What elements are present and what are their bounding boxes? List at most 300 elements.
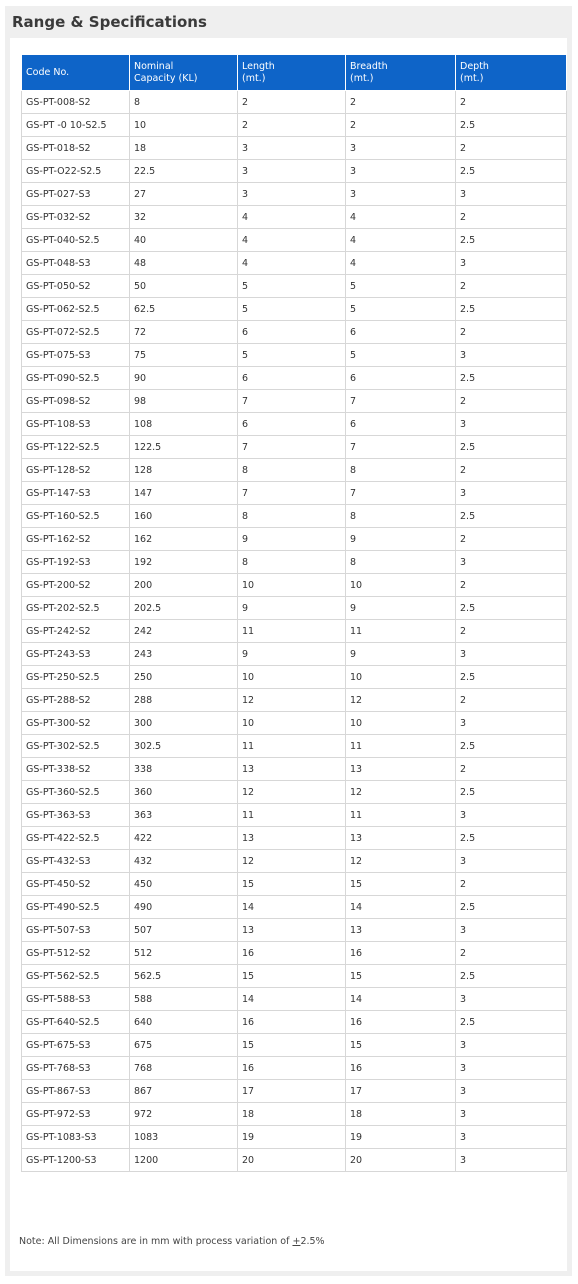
panel-body bbox=[10, 38, 567, 1271]
cell-breadth: 2 bbox=[346, 91, 456, 114]
cell-length: 9 bbox=[238, 643, 346, 666]
cell-depth: 2.5 bbox=[456, 436, 567, 459]
table-row bbox=[22, 597, 567, 620]
table-row bbox=[22, 919, 567, 942]
cell-capacity: 10 bbox=[130, 114, 238, 137]
cell-breadth: 6 bbox=[346, 367, 456, 390]
cell-length: 4 bbox=[238, 206, 346, 229]
table-row bbox=[22, 206, 567, 229]
cell-code-no: GS-PT-507-S3 bbox=[22, 919, 130, 942]
cell-breadth: 17 bbox=[346, 1080, 456, 1103]
header-nominal-capacity bbox=[130, 55, 238, 91]
cell-length: 6 bbox=[238, 367, 346, 390]
cell-depth: 2.5 bbox=[456, 367, 567, 390]
cell-length: 12 bbox=[238, 850, 346, 873]
cell-capacity: 250 bbox=[130, 666, 238, 689]
cell-depth: 3 bbox=[456, 850, 567, 873]
cell-code-no: GS-PT-1083-S3 bbox=[22, 1126, 130, 1149]
cell-depth: 2.5 bbox=[456, 781, 567, 804]
header-length bbox=[238, 55, 346, 91]
cell-code-no: GS-PT-075-S3 bbox=[22, 344, 130, 367]
cell-code-no: GS-PT-450-S2 bbox=[22, 873, 130, 896]
cell-capacity: 490 bbox=[130, 896, 238, 919]
cell-capacity: 90 bbox=[130, 367, 238, 390]
table-row bbox=[22, 528, 567, 551]
cell-length: 2 bbox=[238, 114, 346, 137]
cell-code-no: GS-PT-192-S3 bbox=[22, 551, 130, 574]
cell-capacity: 302.5 bbox=[130, 735, 238, 758]
cell-length: 13 bbox=[238, 758, 346, 781]
cell-length: 19 bbox=[238, 1126, 346, 1149]
cell-length: 12 bbox=[238, 781, 346, 804]
cell-depth: 2 bbox=[456, 873, 567, 896]
table-row bbox=[22, 252, 567, 275]
cell-breadth: 5 bbox=[346, 275, 456, 298]
cell-code-no: GS-PT-090-S2.5 bbox=[22, 367, 130, 390]
cell-capacity: 768 bbox=[130, 1057, 238, 1080]
table-row bbox=[22, 689, 567, 712]
table-row bbox=[22, 1126, 567, 1149]
cell-breadth: 9 bbox=[346, 643, 456, 666]
table-row bbox=[22, 505, 567, 528]
cell-breadth: 16 bbox=[346, 1011, 456, 1034]
header-depth-line1: Depth bbox=[460, 60, 489, 72]
table-row bbox=[22, 1149, 567, 1172]
cell-capacity: 1083 bbox=[130, 1126, 238, 1149]
cell-code-no: GS-PT-162-S2 bbox=[22, 528, 130, 551]
cell-capacity: 128 bbox=[130, 459, 238, 482]
table-row bbox=[22, 942, 567, 965]
cell-depth: 2 bbox=[456, 528, 567, 551]
cell-depth: 2.5 bbox=[456, 229, 567, 252]
cell-depth: 3 bbox=[456, 344, 567, 367]
cell-capacity: 75 bbox=[130, 344, 238, 367]
table-row bbox=[22, 91, 567, 114]
cell-breadth: 4 bbox=[346, 206, 456, 229]
header-length-line1: Length bbox=[242, 60, 275, 72]
cell-breadth: 3 bbox=[346, 137, 456, 160]
table-row bbox=[22, 873, 567, 896]
cell-capacity: 338 bbox=[130, 758, 238, 781]
table-row bbox=[22, 735, 567, 758]
cell-length: 10 bbox=[238, 574, 346, 597]
cell-breadth: 11 bbox=[346, 620, 456, 643]
cell-breadth: 7 bbox=[346, 482, 456, 505]
header-capacity-line1: Nominal bbox=[134, 60, 174, 72]
cell-depth: 2 bbox=[456, 620, 567, 643]
cell-depth: 2.5 bbox=[456, 896, 567, 919]
cell-code-no: GS-PT-242-S2 bbox=[22, 620, 130, 643]
cell-capacity: 200 bbox=[130, 574, 238, 597]
table-row bbox=[22, 436, 567, 459]
cell-breadth: 12 bbox=[346, 850, 456, 873]
table-row bbox=[22, 298, 567, 321]
header-length-line2: (mt.) bbox=[242, 72, 266, 84]
cell-breadth: 4 bbox=[346, 229, 456, 252]
cell-length: 14 bbox=[238, 896, 346, 919]
cell-length: 18 bbox=[238, 1103, 346, 1126]
cell-length: 9 bbox=[238, 528, 346, 551]
cell-code-no: GS-PT-027-S3 bbox=[22, 183, 130, 206]
cell-capacity: 242 bbox=[130, 620, 238, 643]
cell-length: 4 bbox=[238, 252, 346, 275]
cell-code-no: GS-PT-512-S2 bbox=[22, 942, 130, 965]
cell-code-no: GS-PT-072-S2.5 bbox=[22, 321, 130, 344]
table-row bbox=[22, 712, 567, 735]
table-row bbox=[22, 781, 567, 804]
cell-depth: 2 bbox=[456, 321, 567, 344]
header-code-no-label: Code No. bbox=[26, 66, 70, 78]
cell-capacity: 288 bbox=[130, 689, 238, 712]
cell-code-no: GS-PT-300-S2 bbox=[22, 712, 130, 735]
note-plus-minus: + bbox=[292, 1236, 301, 1247]
cell-length: 3 bbox=[238, 137, 346, 160]
table-row bbox=[22, 620, 567, 643]
cell-capacity: 8 bbox=[130, 91, 238, 114]
cell-code-no: GS-PT-098-S2 bbox=[22, 390, 130, 413]
cell-length: 2 bbox=[238, 91, 346, 114]
table-row bbox=[22, 390, 567, 413]
cell-depth: 2.5 bbox=[456, 597, 567, 620]
table-row bbox=[22, 574, 567, 597]
table-row bbox=[22, 1011, 567, 1034]
note-text: Note: All Dimensions are in mm with process variation of bbox=[19, 1236, 293, 1247]
cell-depth: 3 bbox=[456, 1126, 567, 1149]
cell-depth: 2.5 bbox=[456, 505, 567, 528]
cell-code-no: GS-PT-288-S2 bbox=[22, 689, 130, 712]
header-breadth-line1: Breadth bbox=[350, 60, 388, 72]
cell-capacity: 192 bbox=[130, 551, 238, 574]
table-row bbox=[22, 137, 567, 160]
cell-depth: 2 bbox=[456, 137, 567, 160]
cell-breadth: 2 bbox=[346, 114, 456, 137]
cell-length: 14 bbox=[238, 988, 346, 1011]
cell-capacity: 160 bbox=[130, 505, 238, 528]
table-row bbox=[22, 1034, 567, 1057]
cell-depth: 2 bbox=[456, 942, 567, 965]
cell-code-no: GS-PT-160-S2.5 bbox=[22, 505, 130, 528]
cell-capacity: 108 bbox=[130, 413, 238, 436]
cell-capacity: 640 bbox=[130, 1011, 238, 1034]
cell-depth: 2 bbox=[456, 459, 567, 482]
table-row bbox=[22, 896, 567, 919]
cell-depth: 3 bbox=[456, 252, 567, 275]
table-row bbox=[22, 804, 567, 827]
cell-breadth: 15 bbox=[346, 1034, 456, 1057]
cell-code-no: GS-PT-562-S2.5 bbox=[22, 965, 130, 988]
cell-capacity: 72 bbox=[130, 321, 238, 344]
cell-capacity: 675 bbox=[130, 1034, 238, 1057]
cell-code-no: GS-PT-200-S2 bbox=[22, 574, 130, 597]
cell-length: 12 bbox=[238, 689, 346, 712]
cell-breadth: 12 bbox=[346, 689, 456, 712]
cell-length: 3 bbox=[238, 183, 346, 206]
cell-depth: 2.5 bbox=[456, 114, 567, 137]
cell-code-no: GS-PT-128-S2 bbox=[22, 459, 130, 482]
cell-code-no: GS-PT-008-S2 bbox=[22, 91, 130, 114]
cell-depth: 2 bbox=[456, 275, 567, 298]
cell-capacity: 27 bbox=[130, 183, 238, 206]
header-depth-line2: (mt.) bbox=[460, 72, 484, 84]
cell-capacity: 360 bbox=[130, 781, 238, 804]
cell-depth: 2.5 bbox=[456, 298, 567, 321]
cell-breadth: 4 bbox=[346, 252, 456, 275]
cell-capacity: 422 bbox=[130, 827, 238, 850]
cell-code-no: GS-PT-640-S2.5 bbox=[22, 1011, 130, 1034]
cell-capacity: 162 bbox=[130, 528, 238, 551]
cell-depth: 3 bbox=[456, 1034, 567, 1057]
cell-capacity: 507 bbox=[130, 919, 238, 942]
table-row bbox=[22, 827, 567, 850]
table-header-row bbox=[22, 55, 567, 91]
cell-breadth: 14 bbox=[346, 896, 456, 919]
cell-code-no: GS-PT-422-S2.5 bbox=[22, 827, 130, 850]
cell-length: 8 bbox=[238, 551, 346, 574]
cell-code-no: GS-PT -0 10-S2.5 bbox=[22, 114, 130, 137]
cell-breadth: 15 bbox=[346, 873, 456, 896]
cell-capacity: 62.5 bbox=[130, 298, 238, 321]
cell-breadth: 7 bbox=[346, 436, 456, 459]
cell-length: 13 bbox=[238, 919, 346, 942]
cell-depth: 2 bbox=[456, 574, 567, 597]
cell-breadth: 3 bbox=[346, 160, 456, 183]
cell-length: 5 bbox=[238, 298, 346, 321]
table-row bbox=[22, 344, 567, 367]
cell-depth: 2 bbox=[456, 758, 567, 781]
table-row bbox=[22, 482, 567, 505]
table-row bbox=[22, 321, 567, 344]
cell-breadth: 10 bbox=[346, 712, 456, 735]
cell-length: 8 bbox=[238, 459, 346, 482]
table-row bbox=[22, 988, 567, 1011]
table-row bbox=[22, 643, 567, 666]
header-breadth-line2: (mt.) bbox=[350, 72, 374, 84]
cell-depth: 2.5 bbox=[456, 1011, 567, 1034]
cell-code-no: GS-PT-1200-S3 bbox=[22, 1149, 130, 1172]
cell-length: 8 bbox=[238, 505, 346, 528]
cell-length: 9 bbox=[238, 597, 346, 620]
cell-breadth: 16 bbox=[346, 1057, 456, 1080]
cell-capacity: 972 bbox=[130, 1103, 238, 1126]
cell-length: 4 bbox=[238, 229, 346, 252]
table-row bbox=[22, 551, 567, 574]
specifications-table bbox=[21, 54, 567, 1172]
cell-depth: 3 bbox=[456, 482, 567, 505]
header-code-no bbox=[22, 55, 130, 91]
cell-breadth: 8 bbox=[346, 459, 456, 482]
cell-depth: 2.5 bbox=[456, 735, 567, 758]
cell-capacity: 22.5 bbox=[130, 160, 238, 183]
cell-length: 10 bbox=[238, 712, 346, 735]
table-row bbox=[22, 1057, 567, 1080]
cell-capacity: 432 bbox=[130, 850, 238, 873]
cell-code-no: GS-PT-675-S3 bbox=[22, 1034, 130, 1057]
cell-breadth: 10 bbox=[346, 666, 456, 689]
cell-depth: 3 bbox=[456, 413, 567, 436]
cell-depth: 3 bbox=[456, 1149, 567, 1172]
table-body bbox=[22, 91, 567, 1172]
cell-breadth: 9 bbox=[346, 597, 456, 620]
cell-capacity: 40 bbox=[130, 229, 238, 252]
cell-length: 11 bbox=[238, 804, 346, 827]
cell-breadth: 7 bbox=[346, 390, 456, 413]
cell-capacity: 243 bbox=[130, 643, 238, 666]
cell-code-no: GS-PT-768-S3 bbox=[22, 1057, 130, 1080]
cell-capacity: 363 bbox=[130, 804, 238, 827]
cell-code-no: GS-PT-363-S3 bbox=[22, 804, 130, 827]
cell-code-no: GS-PT-122-S2.5 bbox=[22, 436, 130, 459]
cell-breadth: 3 bbox=[346, 183, 456, 206]
cell-capacity: 147 bbox=[130, 482, 238, 505]
cell-code-no: GS-PT-432-S3 bbox=[22, 850, 130, 873]
cell-breadth: 13 bbox=[346, 827, 456, 850]
dimensions-note bbox=[19, 1236, 325, 1247]
cell-code-no: GS-PT-032-S2 bbox=[22, 206, 130, 229]
cell-depth: 3 bbox=[456, 1080, 567, 1103]
cell-length: 10 bbox=[238, 666, 346, 689]
cell-code-no: GS-PT-048-S3 bbox=[22, 252, 130, 275]
cell-depth: 2 bbox=[456, 206, 567, 229]
cell-depth: 3 bbox=[456, 643, 567, 666]
cell-depth: 3 bbox=[456, 988, 567, 1011]
cell-length: 17 bbox=[238, 1080, 346, 1103]
cell-capacity: 202.5 bbox=[130, 597, 238, 620]
cell-length: 15 bbox=[238, 1034, 346, 1057]
cell-length: 6 bbox=[238, 321, 346, 344]
cell-code-no: GS-PT-108-S3 bbox=[22, 413, 130, 436]
table-row bbox=[22, 1103, 567, 1126]
cell-depth: 2.5 bbox=[456, 160, 567, 183]
table-row bbox=[22, 459, 567, 482]
cell-depth: 3 bbox=[456, 712, 567, 735]
specifications-panel bbox=[5, 6, 572, 1276]
cell-depth: 2 bbox=[456, 689, 567, 712]
cell-depth: 2.5 bbox=[456, 666, 567, 689]
cell-code-no: GS-PT-302-S2.5 bbox=[22, 735, 130, 758]
cell-length: 13 bbox=[238, 827, 346, 850]
table-row bbox=[22, 666, 567, 689]
table-row bbox=[22, 413, 567, 436]
cell-breadth: 8 bbox=[346, 505, 456, 528]
cell-length: 7 bbox=[238, 436, 346, 459]
cell-breadth: 5 bbox=[346, 298, 456, 321]
cell-breadth: 18 bbox=[346, 1103, 456, 1126]
cell-length: 11 bbox=[238, 735, 346, 758]
cell-code-no: GS-PT-338-S2 bbox=[22, 758, 130, 781]
header-breadth bbox=[346, 55, 456, 91]
cell-breadth: 20 bbox=[346, 1149, 456, 1172]
cell-depth: 2 bbox=[456, 91, 567, 114]
cell-length: 20 bbox=[238, 1149, 346, 1172]
cell-length: 16 bbox=[238, 942, 346, 965]
table-row bbox=[22, 183, 567, 206]
table-row bbox=[22, 965, 567, 988]
note-variation: 2.5% bbox=[300, 1236, 325, 1247]
cell-capacity: 48 bbox=[130, 252, 238, 275]
cell-length: 11 bbox=[238, 620, 346, 643]
cell-breadth: 8 bbox=[346, 551, 456, 574]
cell-code-no: GS-PT-062-S2.5 bbox=[22, 298, 130, 321]
cell-capacity: 562.5 bbox=[130, 965, 238, 988]
cell-code-no: GS-PT-040-S2.5 bbox=[22, 229, 130, 252]
cell-depth: 3 bbox=[456, 183, 567, 206]
cell-capacity: 122.5 bbox=[130, 436, 238, 459]
cell-capacity: 32 bbox=[130, 206, 238, 229]
cell-breadth: 10 bbox=[346, 574, 456, 597]
cell-code-no: GS-PT-147-S3 bbox=[22, 482, 130, 505]
cell-length: 7 bbox=[238, 482, 346, 505]
cell-code-no: GS-PT-202-S2.5 bbox=[22, 597, 130, 620]
cell-breadth: 11 bbox=[346, 804, 456, 827]
cell-capacity: 512 bbox=[130, 942, 238, 965]
cell-length: 15 bbox=[238, 965, 346, 988]
cell-depth: 2.5 bbox=[456, 965, 567, 988]
cell-breadth: 6 bbox=[346, 321, 456, 344]
cell-length: 16 bbox=[238, 1011, 346, 1034]
header-capacity-line2: Capacity (KL) bbox=[134, 72, 198, 84]
table-row bbox=[22, 758, 567, 781]
cell-code-no: GS-PT-018-S2 bbox=[22, 137, 130, 160]
cell-depth: 3 bbox=[456, 551, 567, 574]
cell-breadth: 19 bbox=[346, 1126, 456, 1149]
cell-code-no: GS-PT-O22-S2.5 bbox=[22, 160, 130, 183]
table-row bbox=[22, 850, 567, 873]
cell-code-no: GS-PT-050-S2 bbox=[22, 275, 130, 298]
cell-length: 16 bbox=[238, 1057, 346, 1080]
cell-length: 3 bbox=[238, 160, 346, 183]
cell-capacity: 18 bbox=[130, 137, 238, 160]
cell-code-no: GS-PT-490-S2.5 bbox=[22, 896, 130, 919]
cell-length: 7 bbox=[238, 390, 346, 413]
cell-capacity: 1200 bbox=[130, 1149, 238, 1172]
cell-depth: 2 bbox=[456, 390, 567, 413]
table-row bbox=[22, 367, 567, 390]
table-row bbox=[22, 229, 567, 252]
cell-capacity: 50 bbox=[130, 275, 238, 298]
cell-length: 15 bbox=[238, 873, 346, 896]
cell-breadth: 12 bbox=[346, 781, 456, 804]
cell-length: 5 bbox=[238, 275, 346, 298]
cell-breadth: 14 bbox=[346, 988, 456, 1011]
cell-breadth: 16 bbox=[346, 942, 456, 965]
cell-breadth: 9 bbox=[346, 528, 456, 551]
panel-title: Range & Specifications bbox=[12, 13, 207, 31]
cell-capacity: 588 bbox=[130, 988, 238, 1011]
cell-depth: 3 bbox=[456, 1057, 567, 1080]
cell-breadth: 11 bbox=[346, 735, 456, 758]
cell-breadth: 13 bbox=[346, 758, 456, 781]
table-row bbox=[22, 114, 567, 137]
cell-length: 5 bbox=[238, 344, 346, 367]
cell-depth: 2.5 bbox=[456, 827, 567, 850]
table-row bbox=[22, 160, 567, 183]
cell-length: 6 bbox=[238, 413, 346, 436]
cell-capacity: 450 bbox=[130, 873, 238, 896]
cell-code-no: GS-PT-588-S3 bbox=[22, 988, 130, 1011]
table-row bbox=[22, 1080, 567, 1103]
cell-code-no: GS-PT-360-S2.5 bbox=[22, 781, 130, 804]
cell-code-no: GS-PT-972-S3 bbox=[22, 1103, 130, 1126]
cell-breadth: 13 bbox=[346, 919, 456, 942]
cell-code-no: GS-PT-250-S2.5 bbox=[22, 666, 130, 689]
cell-capacity: 300 bbox=[130, 712, 238, 735]
header-depth bbox=[456, 55, 567, 91]
cell-code-no: GS-PT-243-S3 bbox=[22, 643, 130, 666]
cell-breadth: 15 bbox=[346, 965, 456, 988]
cell-depth: 3 bbox=[456, 919, 567, 942]
cell-breadth: 6 bbox=[346, 413, 456, 436]
cell-capacity: 867 bbox=[130, 1080, 238, 1103]
